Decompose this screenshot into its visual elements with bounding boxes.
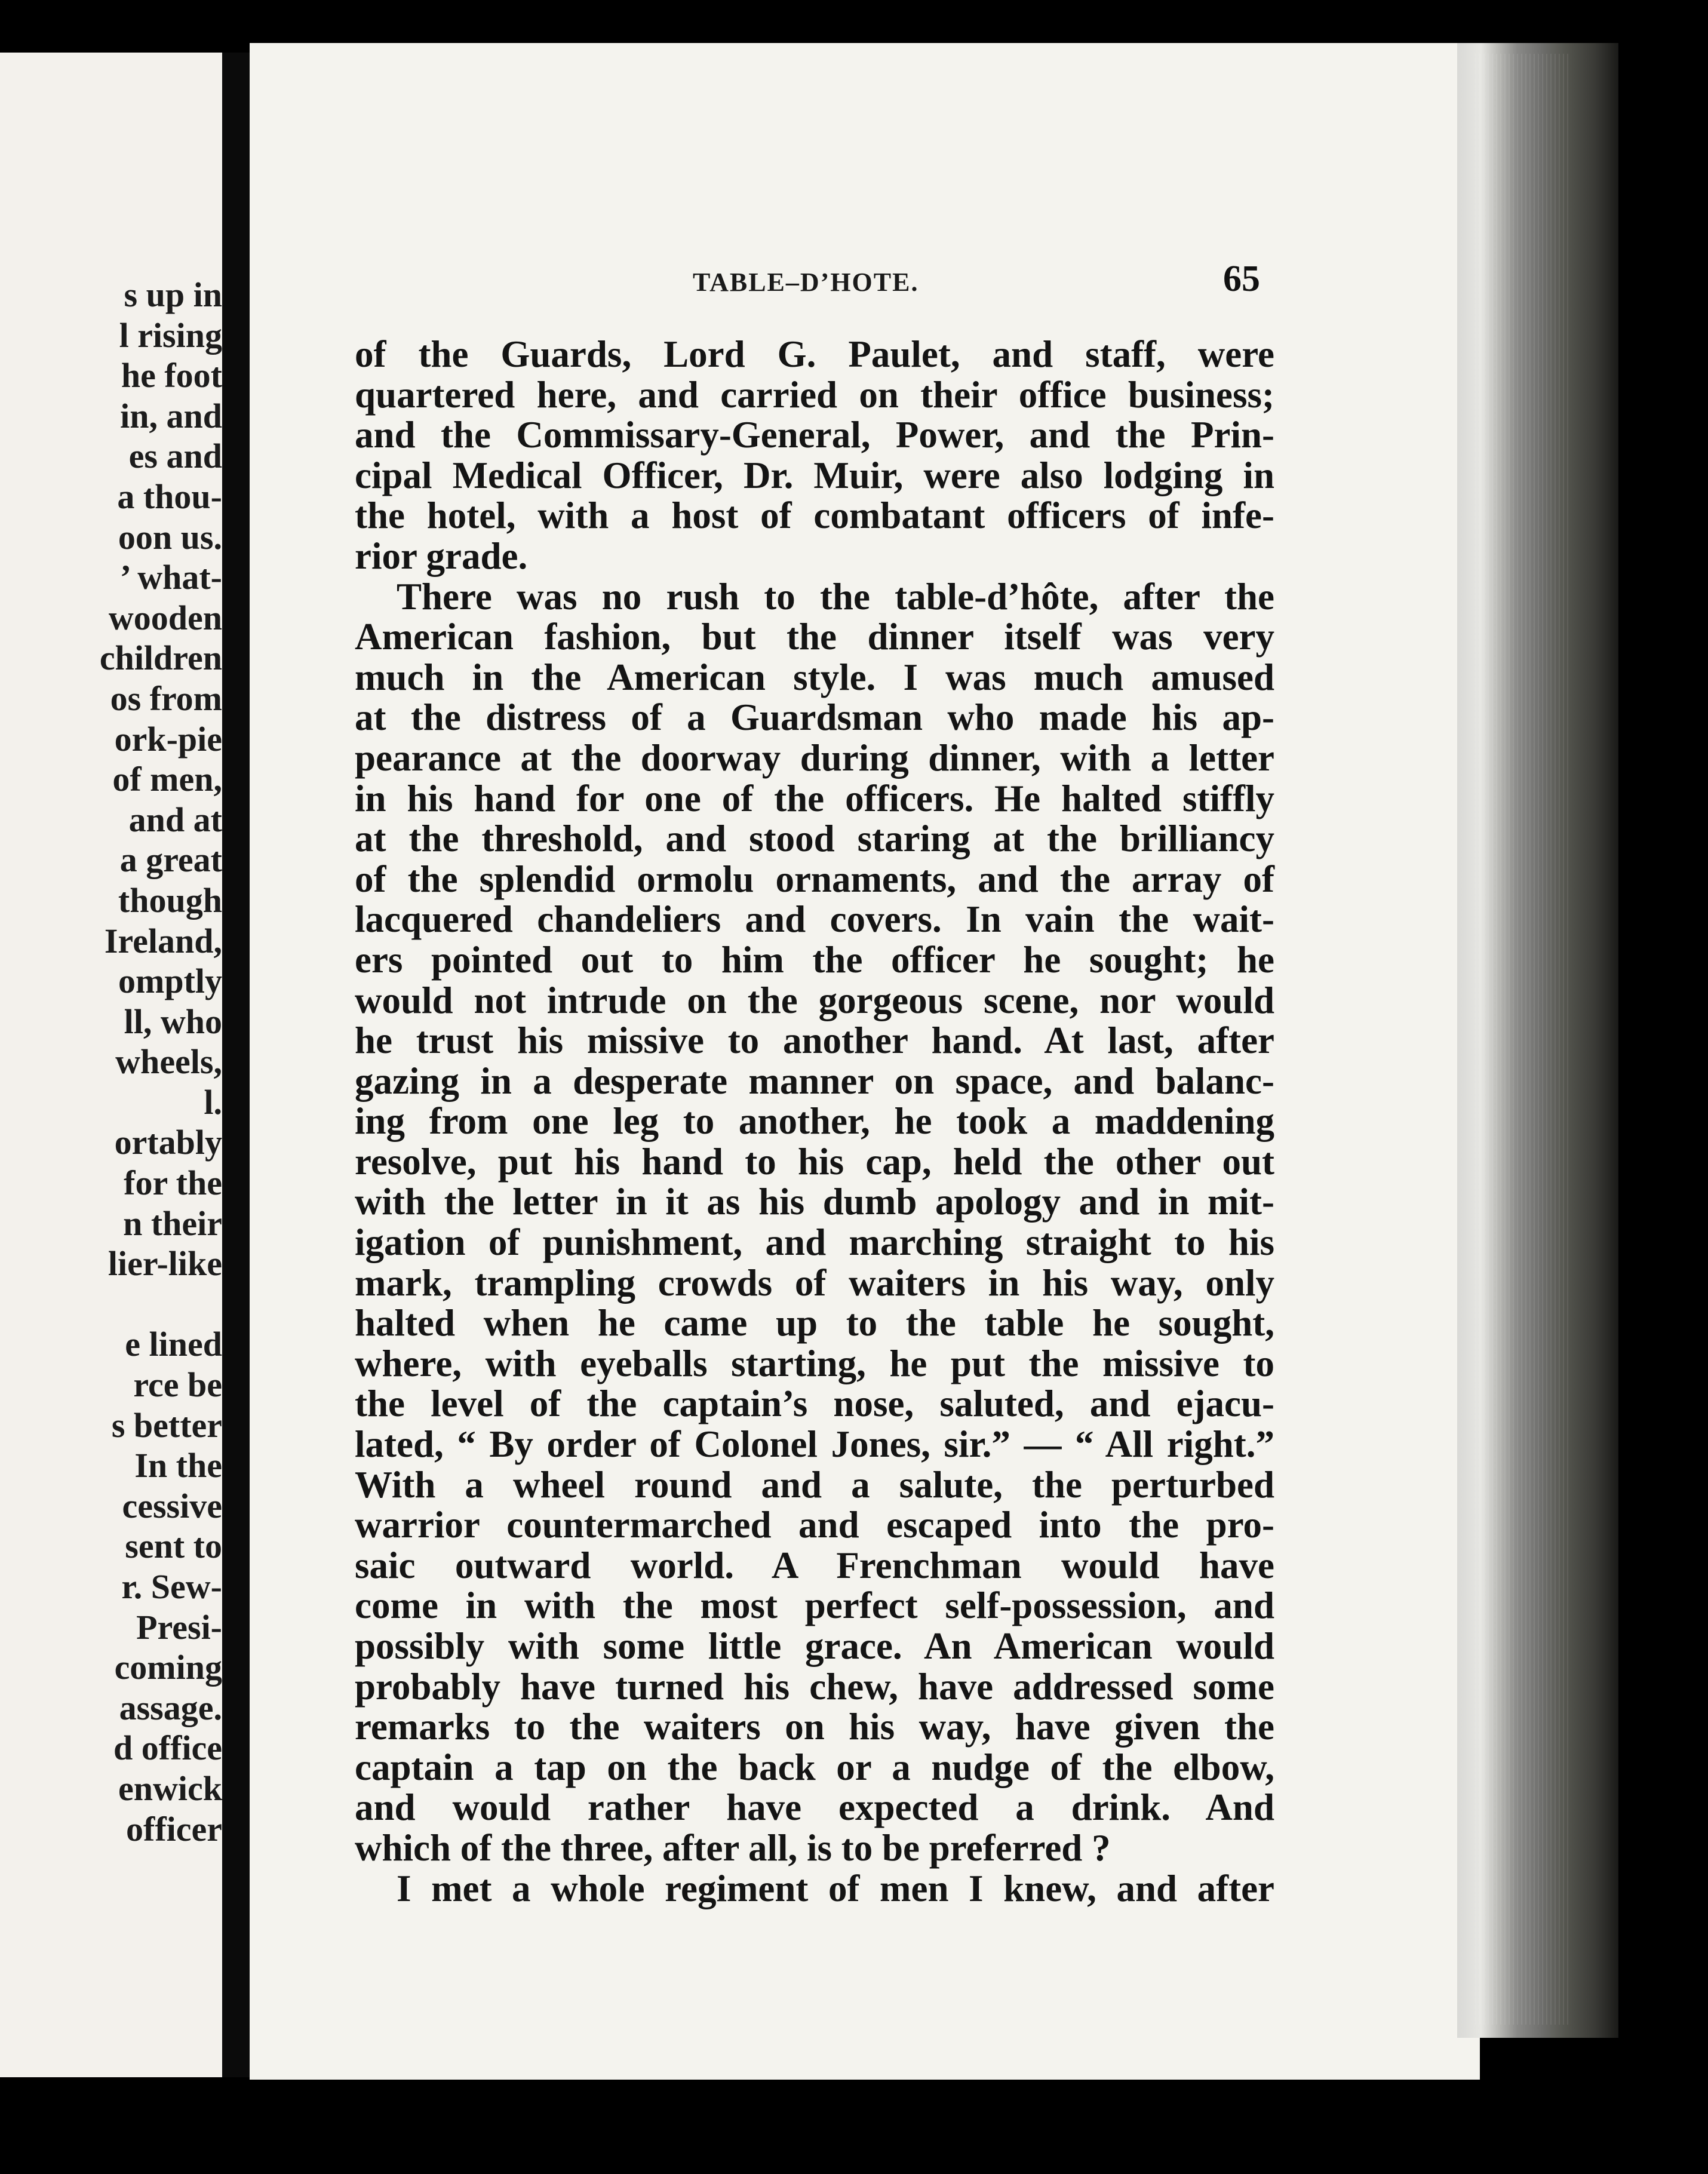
text-line: gazing in a desperate manner on space, and balanc- — [355, 1060, 1274, 1102]
left-page-line: os from — [110, 678, 222, 718]
left-page-line: ’ what- — [119, 558, 222, 597]
left-page-line: oon us. — [118, 517, 222, 557]
left-page-line: omptly — [118, 962, 222, 1001]
book-gutter — [222, 53, 251, 2077]
left-page-line: Ireland, — [104, 921, 222, 960]
page-header — [250, 258, 1480, 306]
left-page-line: children — [99, 638, 222, 678]
text-line: which of the three, after all, is to be preferred ? — [355, 1826, 1111, 1869]
text-line: There was no rush to the table-d’hôte, after the — [397, 575, 1274, 618]
text-line: With a wheel round and a salute, the perturbed — [355, 1463, 1274, 1506]
left-page — [0, 53, 222, 2077]
left-page-line: wooden — [108, 598, 222, 637]
left-page-line: though — [118, 880, 222, 920]
text-line: in his hand for one of the officers. He halted stiffly — [355, 777, 1274, 819]
left-page-line: r. Sew- — [121, 1567, 222, 1606]
text-line: the hotel, with a host of combatant officers of infe- — [355, 495, 1274, 537]
text-line: ing from one leg to another, he took a maddening — [355, 1100, 1274, 1143]
text-line: and would rather have expected a drink. And — [355, 1786, 1274, 1829]
left-page-line: lier-like — [107, 1244, 222, 1283]
text-line: remarks to the waiters on his way, have given the — [355, 1706, 1274, 1748]
left-page-line: wheels, — [115, 1042, 222, 1082]
text-line: lacquered chandeliers and covers. In vain the wait- — [355, 898, 1274, 941]
left-page-line: assage. — [119, 1688, 222, 1727]
left-page-line: a thou- — [117, 477, 222, 516]
text-line: quartered here, and carried on their office business; — [355, 373, 1274, 416]
running-head: TABLE–D’HOTE. — [693, 268, 919, 297]
left-page-line: enwick — [118, 1768, 222, 1808]
left-page-line: l rising — [119, 315, 222, 355]
text-line: he trust his missive to another hand. At last, after — [355, 1020, 1274, 1062]
text-line: much in the American style. I was much amused — [355, 656, 1274, 698]
text-line: possibly with some little grace. An American would — [355, 1625, 1274, 1667]
text-line: saic outward world. A Frenchman would have — [355, 1544, 1274, 1586]
left-page-line: coming — [114, 1648, 222, 1687]
text-line: with the letter in it as his dumb apology and in mit- — [355, 1181, 1274, 1223]
left-page-line: e lined — [125, 1325, 222, 1364]
left-page-line: and at — [128, 800, 222, 839]
text-line: of the splendid ormolu ornaments, and the array of — [355, 858, 1274, 900]
text-line: where, with eyeballs starting, he put the missive to — [355, 1342, 1274, 1384]
left-page-line: ll, who — [124, 1002, 222, 1041]
page-edge-texture — [1475, 54, 1571, 2025]
text-line: warrior countermarched and escaped into the pro- — [355, 1504, 1274, 1546]
text-line: pearance at the doorway during dinner, with a letter — [355, 736, 1274, 779]
left-page-line: of men, — [112, 760, 222, 799]
text-line: at the distress of a Guardsman who made his ap- — [355, 696, 1274, 739]
left-page-line: rce be — [133, 1365, 222, 1405]
left-page-line: s up in — [124, 275, 222, 314]
right-page — [250, 43, 1480, 2080]
text-line: probably have turned his chew, have addressed some — [355, 1665, 1274, 1708]
text-line: lated, “ By order of Colonel Jones, sir.” — “ All right.” — [355, 1423, 1274, 1466]
left-page-line: he foot — [121, 356, 222, 395]
left-page-line: officer — [126, 1809, 222, 1848]
left-page-line: Presi- — [136, 1607, 222, 1647]
left-page-text — [0, 275, 222, 1849]
text-line: I met a whole regiment of men I knew, and after — [397, 1867, 1274, 1909]
page-number: 65 — [1223, 259, 1260, 299]
left-page-line: cessive — [122, 1486, 222, 1525]
left-page-line: sent to — [125, 1527, 222, 1566]
text-line: of the Guards, Lord G. Paulet, and staff, were — [355, 333, 1274, 375]
text-line: mark, trampling crowds of waiters in his way, only — [355, 1261, 1274, 1304]
left-page-line: a great — [119, 840, 222, 880]
text-line: resolve, put his hand to his cap, held the other out — [355, 1140, 1274, 1183]
left-page-line: l. — [204, 1082, 222, 1122]
left-page-line: ork-pie — [114, 719, 222, 759]
text-line: at the threshold, and stood staring at the brilliancy — [355, 818, 1274, 860]
text-line: and the Commissary-General, Power, and the Prin- — [355, 414, 1274, 456]
text-line: igation of punishment, and marching straight to his — [355, 1221, 1274, 1264]
text-line: ers pointed out to him the officer he sought; he — [355, 938, 1274, 981]
text-line: the level of the captain’s nose, saluted, and ejacu- — [355, 1383, 1274, 1425]
left-page-line: d office — [113, 1728, 222, 1768]
text-line: halted when he came up to the table he sought, — [355, 1302, 1274, 1344]
text-line: captain a tap on the back or a nudge of the elbow, — [355, 1746, 1274, 1788]
left-page-line: for the — [124, 1163, 222, 1203]
left-page-line: In the — [134, 1446, 222, 1485]
text-line: rior grade. — [355, 535, 528, 577]
left-page-line: in, and — [120, 396, 222, 435]
page-body-text — [355, 334, 1480, 1909]
left-page-line — [0, 1284, 222, 1325]
left-page-line: ortably — [114, 1123, 222, 1162]
text-line: come in with the most perfect self-possession, and — [355, 1585, 1274, 1627]
left-page-line: s better — [111, 1405, 222, 1445]
text-line: American fashion, but the dinner itself was very — [355, 616, 1274, 658]
left-page-line: n their — [123, 1203, 222, 1243]
text-line: cipal Medical Officer, Dr. Muir, were also lodging in — [355, 454, 1274, 496]
left-page-line: es and — [128, 437, 222, 476]
text-line: would not intrude on the gorgeous scene, nor would — [355, 979, 1274, 1021]
